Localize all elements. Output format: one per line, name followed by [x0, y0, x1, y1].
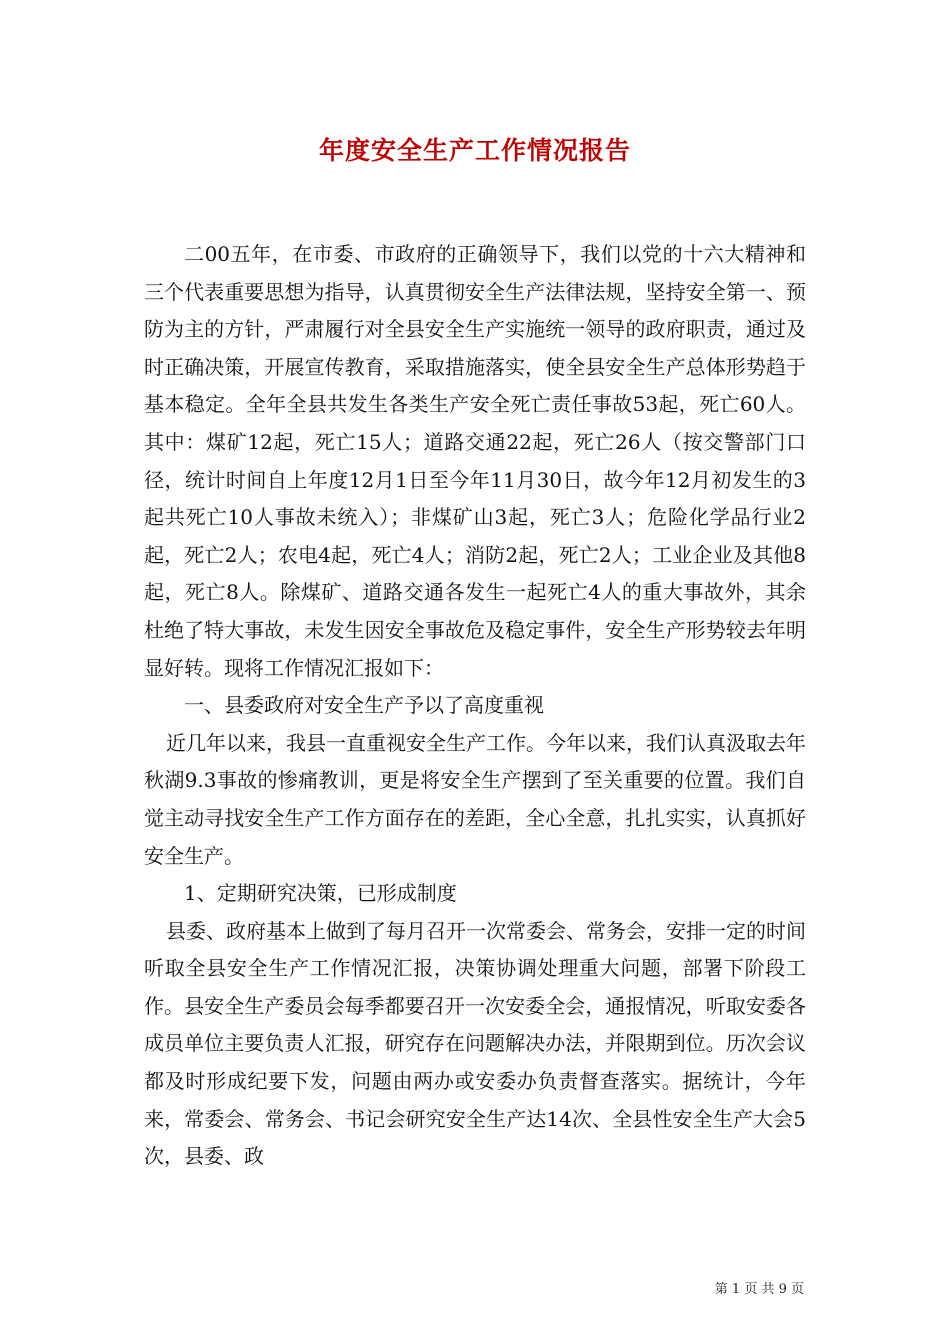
document-title: 年度安全生产工作情况报告: [318, 136, 631, 165]
page-number: 第 1 页 共 9 页: [714, 1282, 804, 1297]
paragraph-intro: 二00五年，在市委、市政府的正确领导下，我们以党的十六大精神和三个代表重要思想为指导，认真贯彻安全生产法律法规，坚持安全第一、预防为主的方针，严肃履行对全县安全生产实施统一领导的政府职责，通过及时正确决策，开展宣传教育，采取措施落实，使全县安全生产总体形势趋于基本稳定。全年全县共发生各类生产安全死亡责任事故53起，死亡60人。其中：煤矿12起，死亡15人；道路交通22起，死亡26人（按交警部门口径，统计时间自上年度12月1日至今年11月30日，故今年12月初发生的3起共死亡10人事故未统入）；非煤矿山3起，死亡3人；危险化学品行业2起，死亡2人；农电4起，死亡4人；消防2起，死亡2人；工业企业及其他8起，死亡8人。除煤矿、道路交通各发生一起死亡4人的重大事故外，其余杜绝了特大事故，未发生因安全事故危及稳定事件，安全生产形势较去年明显好转。现将工作情况汇报如下：: [144, 242, 806, 680]
paragraph-subsection-1: 县委、政府基本上做到了每月召开一次常委会、常务会，安排一定的时间听取全县安全生产工作情况汇报，决策协调处理重大问题，部署下阶段工作。县安全生产委员会每季都要召开一次安委全会，通报情况，听取安委各成员单位主要负责人汇报，研究存在问题解决办法，并限期到位。历次会议都及时形成纪要下发，问题由两办或安委办负责督查落实。据统计，今年来，常委会、常务会、书记会研究安全生产达14次、全县性安全生产大会5次，县委、政: [144, 918, 806, 1169]
section-heading-1: 一、县委政府对安全生产予以了高度重视: [184, 693, 544, 718]
subsection-heading-1: 1、定期研究决策，已形成制度: [184, 881, 457, 906]
paragraph-section-1: 近几年以来，我县一直重视安全生产工作。今年以来，我们认真汲取去年秋湖9.3事故的惨痛教训，更是将安全生产摆到了至关重要的位置。我们自觉主动寻找安全生产工作方面存在的差距，全心全意，扎扎实实，认真抓好安全生产。: [144, 730, 806, 868]
document-body: [144, 236, 806, 1176]
